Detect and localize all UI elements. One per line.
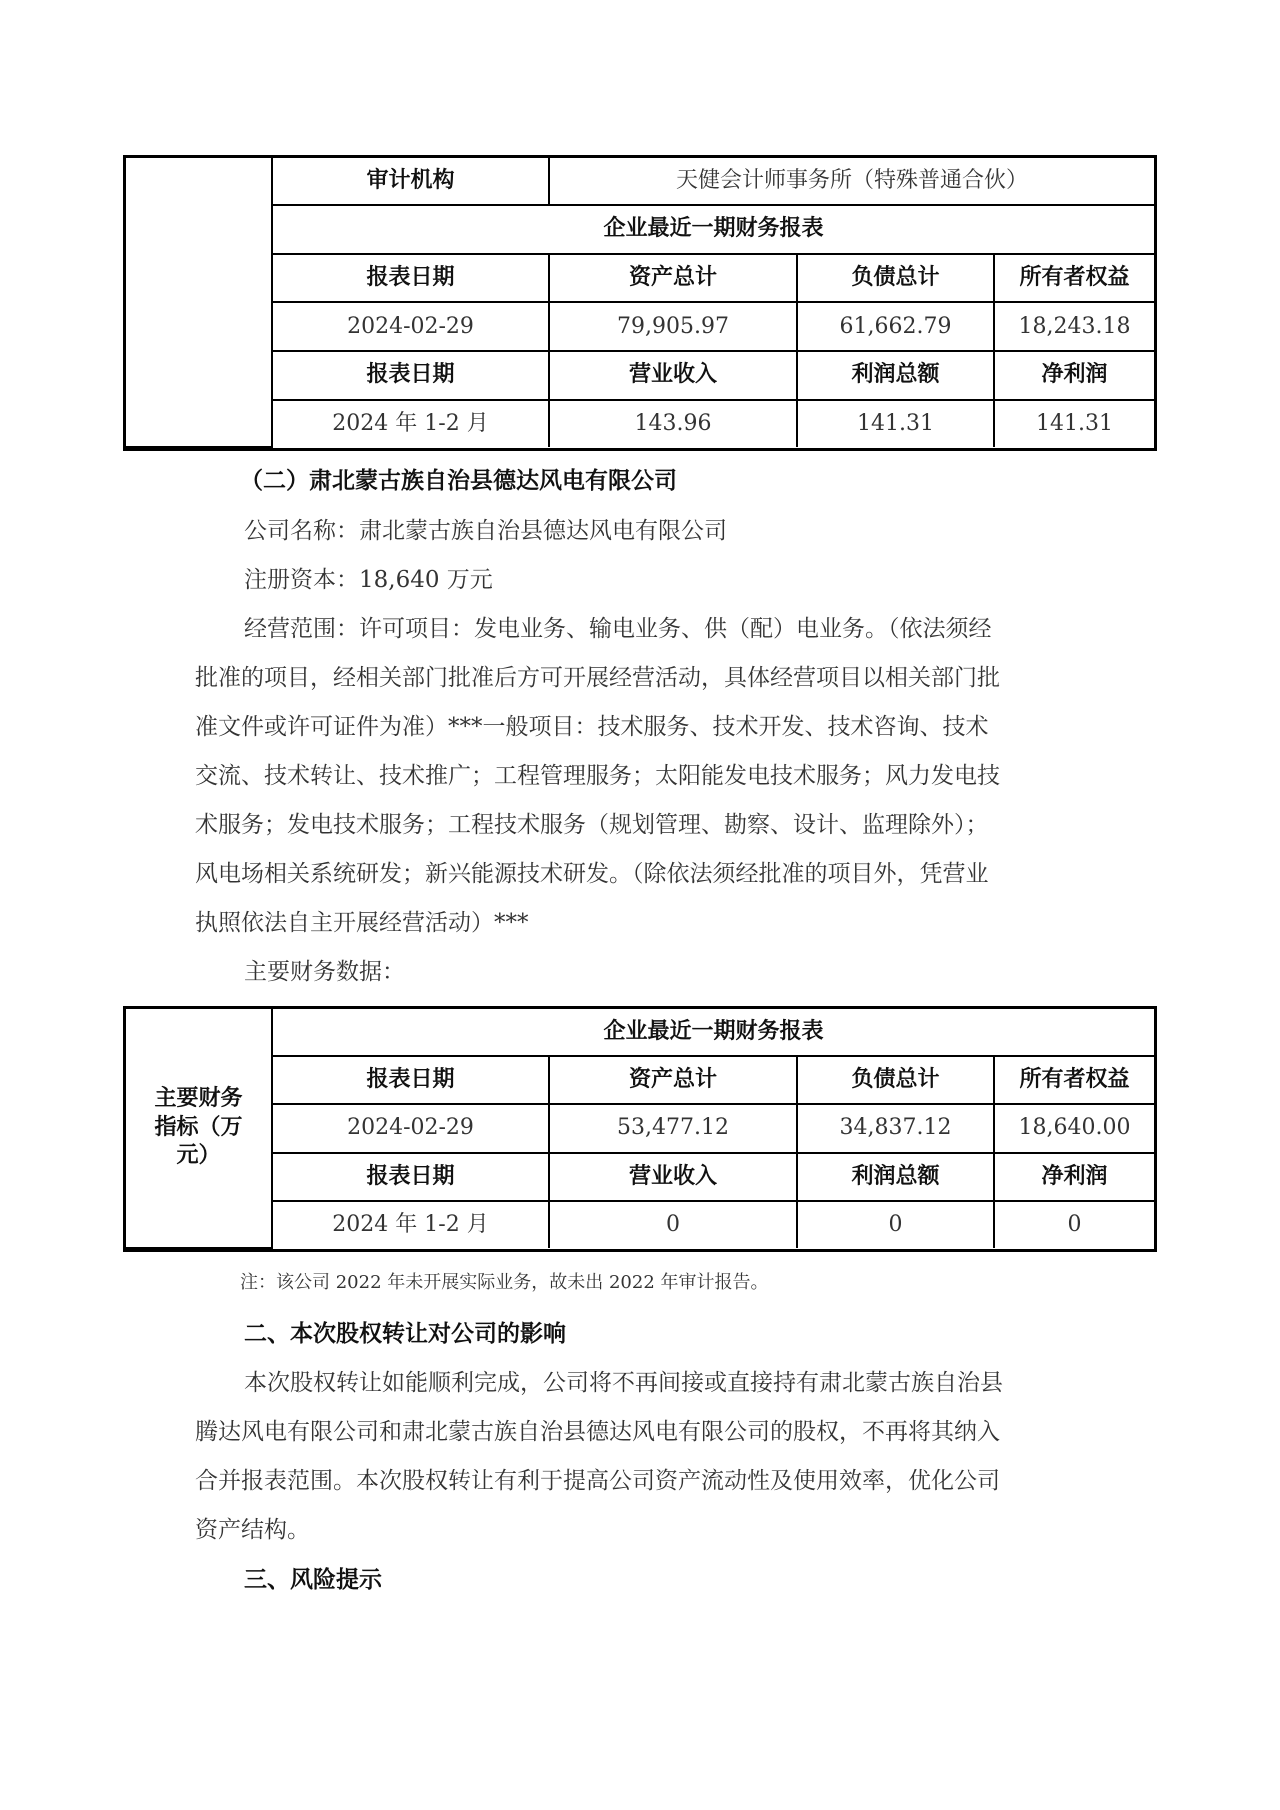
registered-capital-line: 注册资本：18,640 万元 [244,567,493,593]
data-cell: 0 [797,1201,994,1248]
section-heading-risk: 三、风险提示 [244,1567,382,1593]
header-cell: 资产总计 [549,1056,797,1104]
business-scope-line: 准文件或许可证件为准）***一般项目：技术服务、技术开发、技术咨询、技术 [195,714,989,740]
business-scope-line: 术服务；发电技术服务；工程技术服务（规划管理、勘察、设计、监理除外）； [195,812,989,838]
impact-paragraph-line: 合并报表范围。本次股权转让有利于提高公司资产流动性及使用效率，优化公司 [195,1468,1000,1494]
header-cell: 所有者权益 [994,254,1154,303]
header-cell: 报表日期 [272,254,549,303]
audit-label: 审计机构 [272,158,549,205]
data-cell: 0 [994,1201,1154,1248]
data-cell: 2024-02-29 [272,302,549,351]
data-cell: 18,640.00 [994,1104,1154,1152]
table-header-row [126,351,1154,400]
business-scope-line: 经营范围：许可项目：发电业务、输电业务、供（配）电业务。（依法须经 [244,616,992,642]
impact-paragraph-line: 资产结构。 [195,1517,310,1543]
business-scope-line: 执照依法自主开展经营活动）*** [195,910,529,936]
impact-paragraph-line: 本次股权转让如能顺利完成，公司将不再间接或直接持有肃北蒙古族自治县 [244,1370,1003,1396]
section-heading-impact: 二、本次股权转让对公司的影响 [244,1321,566,1347]
table-row [126,1201,1154,1248]
section-title: 企业最近一期财务报表 [272,1009,1154,1056]
header-cell: 利润总额 [797,351,994,400]
table-header-row [126,254,1154,303]
table-header-row [126,1056,1154,1104]
data-cell: 18,243.18 [994,302,1154,351]
table-header-row [126,1153,1154,1201]
business-scope-line: 批准的项目，经相关部门批准后方可开展经营活动，具体经营项目以相关部门批 [195,665,1000,691]
table-side-label [126,1009,272,1248]
section-title: 企业最近一期财务报表 [272,205,1154,254]
header-cell: 报表日期 [272,351,549,400]
table-note: 注：该公司 2022 年未开展实际业务，故未出 2022 年审计报告。 [240,1272,769,1293]
data-cell: 143.96 [549,400,797,447]
header-cell: 利润总额 [797,1153,994,1201]
header-cell: 负债总计 [797,254,994,303]
data-cell: 61,662.79 [797,302,994,351]
data-cell: 0 [549,1201,797,1248]
header-cell: 所有者权益 [994,1056,1154,1104]
data-cell: 141.31 [797,400,994,447]
data-cell: 2024 年 1-2 月 [272,400,549,447]
business-scope-line: 风电场相关系统研发；新兴能源技术研发。（除依法须经批准的项目外，凭营业 [195,861,989,887]
header-cell: 净利润 [994,1153,1154,1201]
data-cell: 2024-02-29 [272,1104,549,1152]
financial-data-label: 主要财务数据： [244,959,405,985]
header-cell: 营业收入 [549,1153,797,1201]
impact-paragraph-line: 腾达风电有限公司和肃北蒙古族自治县德达风电有限公司的股权，不再将其纳入 [195,1419,1000,1445]
side-label-line: 主要财务 [154,1086,243,1112]
audit-value: 天健会计师事务所（特殊普通合伙） [549,158,1154,205]
header-cell: 负债总计 [797,1056,994,1104]
header-cell: 净利润 [994,351,1154,400]
data-cell: 53,477.12 [549,1104,797,1152]
side-label-line: 元） [176,1143,221,1169]
data-cell: 34,837.12 [797,1104,994,1152]
company-name-line: 公司名称：肃北蒙古族自治县德达风电有限公司 [244,518,727,544]
table-row [126,400,1154,447]
business-scope-line: 交流、技术转让、技术推广；工程管理服务；太阳能发电技术服务；风力发电技 [195,763,1000,789]
data-cell: 141.31 [994,400,1154,447]
financial-table-tengda [123,155,1157,451]
side-label-line: 指标（万 [154,1114,243,1140]
data-cell: 2024 年 1-2 月 [272,1201,549,1248]
company-heading: （二）肃北蒙古族自治县德达风电有限公司 [240,468,677,494]
header-cell: 营业收入 [549,351,797,400]
header-cell: 报表日期 [272,1056,549,1104]
data-cell: 79,905.97 [549,302,797,351]
table-side-cell [126,158,272,447]
table-row [126,1104,1154,1152]
financial-table-deda [123,1006,1157,1252]
header-cell: 报表日期 [272,1153,549,1201]
table-row [126,302,1154,351]
header-cell: 资产总计 [549,254,797,303]
